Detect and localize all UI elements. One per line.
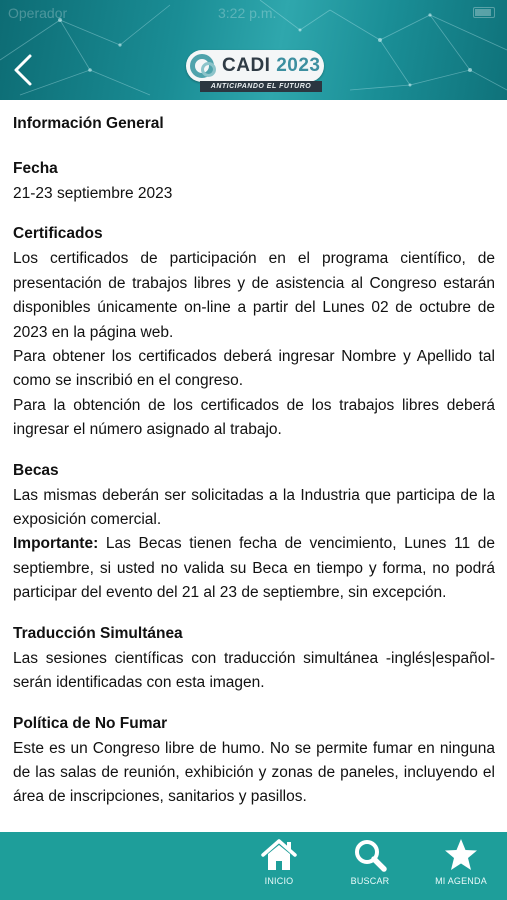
tab-buscar[interactable] <box>330 838 410 898</box>
section-no-fumar <box>13 712 495 810</box>
section-certificados <box>13 222 495 442</box>
section-fecha <box>13 157 495 206</box>
tab-mi-agenda[interactable] <box>421 838 501 898</box>
status-bar <box>0 0 507 26</box>
important-label: Importante: <box>13 535 99 553</box>
section-heading: Política de No Fumar <box>13 714 168 732</box>
section-text: Para la obtención de los certificados de los trabajos libres deberá ingresar el número asignado al trabajo. <box>13 396 495 439</box>
chevron-left-icon <box>10 52 40 88</box>
section-heading: Becas <box>13 461 59 479</box>
cadi-logo <box>186 50 324 94</box>
info-content <box>13 112 495 826</box>
section-heading: Fecha <box>13 160 58 177</box>
section-text: 21-23 septiembre 2023 <box>13 185 173 202</box>
section-important <box>13 532 495 605</box>
section-heading: Traducción Simultánea <box>13 624 183 642</box>
carrier-label: Operador <box>8 5 68 21</box>
tab-inicio[interactable] <box>239 838 319 898</box>
section-text: Los certificados de participación en el programa científico, de presentación de trabajos libres y de asistencia al Congreso estarán disponibles únicamente on-line a partir del Lunes 02 de octubre de 2023 en la página web. <box>13 250 495 341</box>
clock-label: 3:22 p.m. <box>218 5 277 21</box>
search-icon <box>350 838 390 872</box>
section-becas <box>13 459 495 606</box>
back-button[interactable] <box>10 52 40 88</box>
section-heading: Certificados <box>13 225 103 243</box>
app-header <box>0 0 507 100</box>
section-text: Las sesiones científicas con traducción simultánea -inglés|español- serán identificadas con esta imagen. <box>13 649 495 692</box>
logo-name: CADI <box>222 55 271 76</box>
tab-label: MI AGENDA <box>435 876 487 886</box>
star-icon <box>441 838 481 872</box>
section-traduccion <box>13 622 495 696</box>
logo-wordmark <box>222 55 321 77</box>
tab-label: BUSCAR <box>350 876 390 886</box>
tab-label: INICIO <box>264 876 294 886</box>
section-text: Este es un Congreso libre de humo. No se permite fumar en ninguna de las salas de reunión, exhibición y zonas de paneles, incluyendo el área de inscripciones, sanitarios y pasillos. <box>13 739 495 806</box>
page-title: Información General <box>13 115 164 132</box>
section-text: Para obtener los certificados deberá ingresar Nombre y Apellido tal como se inscribió en el congreso. <box>13 348 495 390</box>
bottom-tab-bar <box>0 832 507 900</box>
logo-ring-small-icon <box>201 62 216 77</box>
section-text: Las mismas deberán ser solicitadas a la Industria que participa de la exposición comercial. <box>13 486 495 529</box>
important-text: Las Becas tienen fecha de vencimiento, Lunes 11 de septiembre, si usted no valida su Beca en tiempo y forma, no podrá participar del evento del 21 al 23 de septiembre, sin excepción. <box>13 535 495 602</box>
logo-tagline: ANTICIPANDO EL FUTURO <box>200 81 322 92</box>
home-icon <box>259 838 299 872</box>
logo-year: 2023 <box>276 55 321 76</box>
battery-icon <box>473 7 495 18</box>
